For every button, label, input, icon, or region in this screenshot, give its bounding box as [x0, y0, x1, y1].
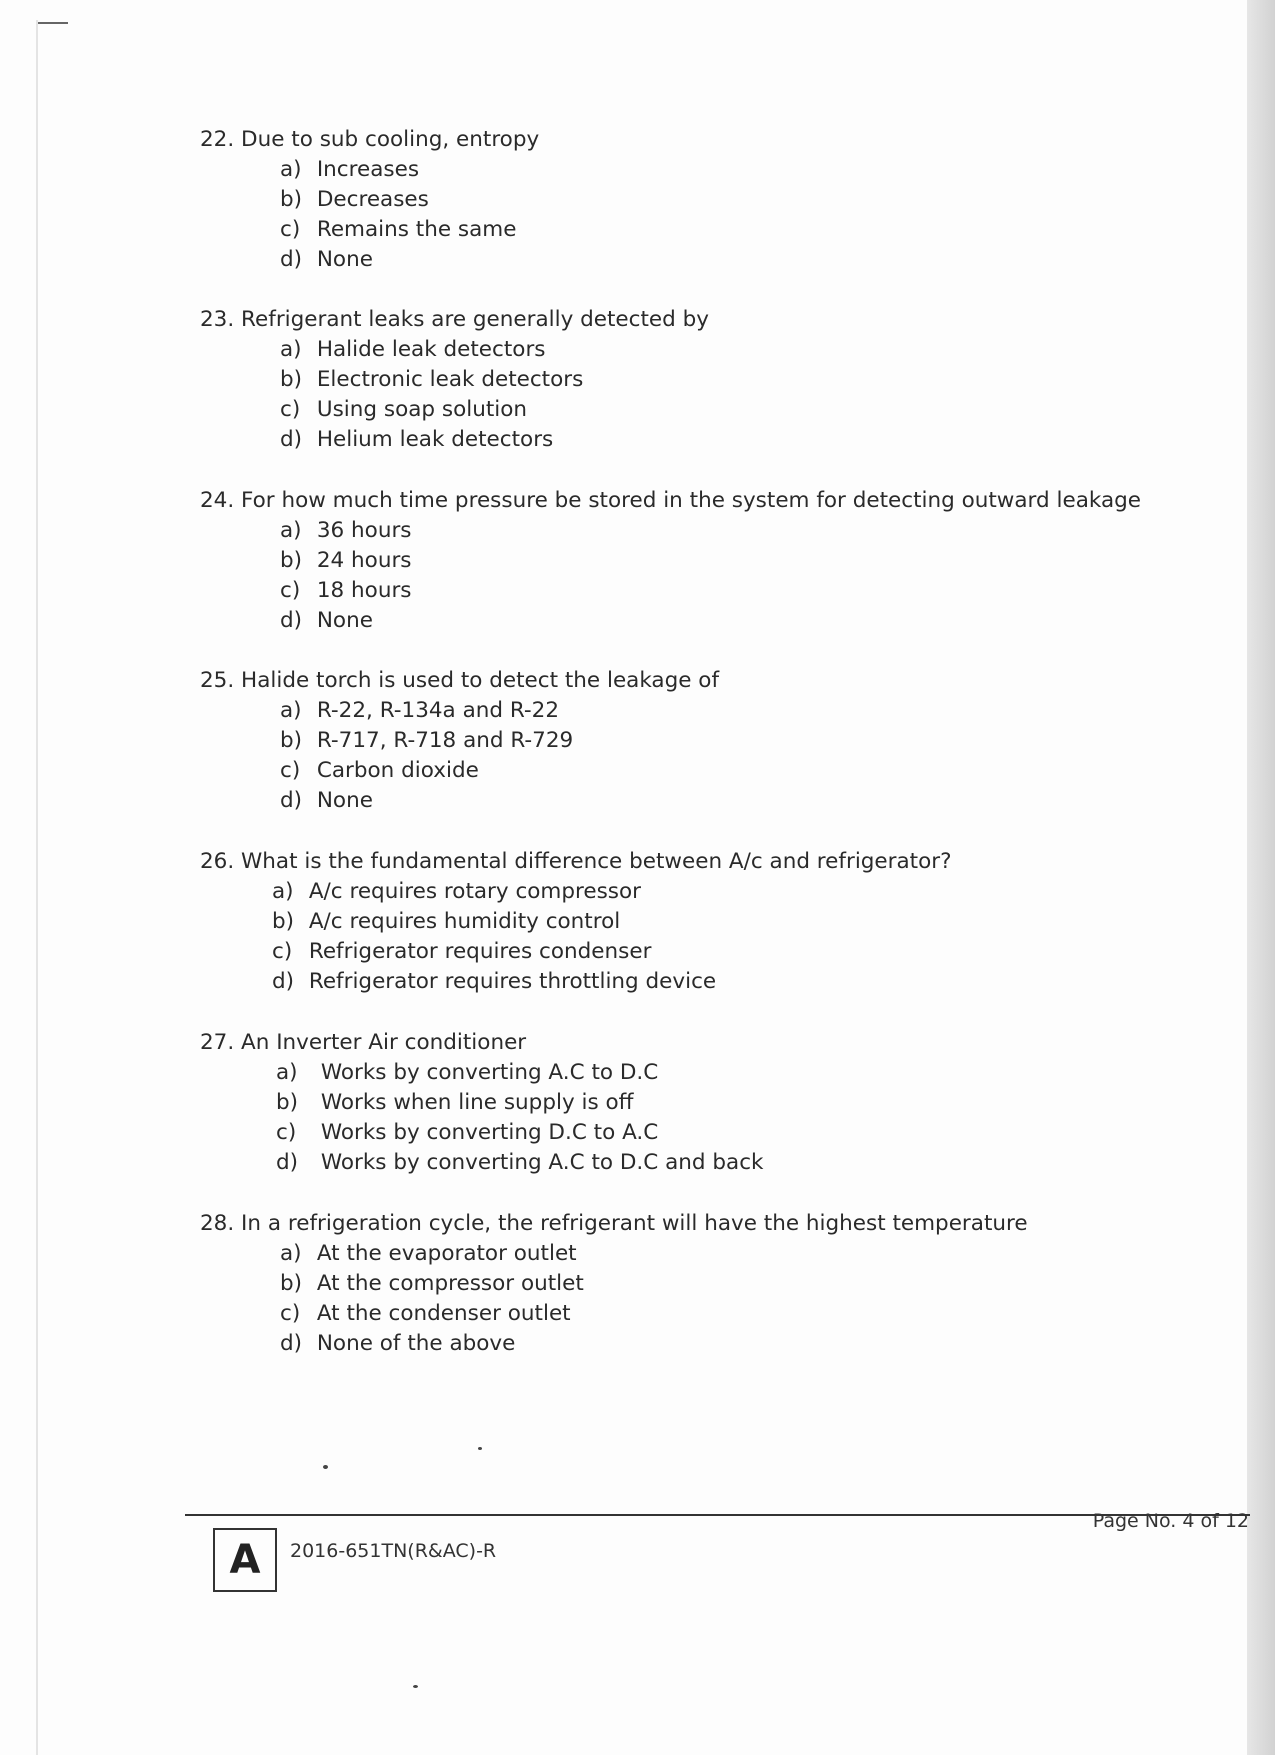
question-24 — [200, 486, 1141, 636]
option-a: a) Increases — [280, 157, 420, 182]
footer-divider — [185, 1514, 1250, 1516]
question-22 — [200, 125, 539, 275]
question-text: 26. What is the fundamental difference between A/c and refrigerator? — [200, 849, 952, 874]
option-c: c) Using soap solution — [280, 397, 528, 422]
option-a: a) At the evaporator outlet — [280, 1241, 577, 1266]
option-d: d) None — [280, 608, 373, 633]
option-c: c) Remains the same — [280, 217, 517, 242]
option-b: b) 24 hours — [280, 548, 412, 573]
option-b: b) Decreases — [280, 187, 429, 212]
paper-code: 2016-651TN(R&AC)-R — [290, 1540, 497, 1562]
option-c: c) Refrigerator requires condenser — [272, 939, 652, 964]
option-d: d) None — [280, 788, 373, 813]
option-c: c) 18 hours — [280, 578, 412, 603]
option-a: a) R-22, R-134a and R-22 — [280, 698, 560, 723]
question-text: 23. Refrigerant leaks are generally detected by — [200, 307, 709, 332]
question-text: 28. In a refrigeration cycle, the refrigerant will have the highest temperature — [200, 1211, 1028, 1236]
scan-left-edge — [36, 20, 38, 1755]
option-c: c) Works by converting D.C to A.C — [276, 1120, 659, 1145]
option-b: b) R-717, R-718 and R-729 — [280, 728, 574, 753]
question-text: 24. For how much time pressure be stored in the system for detecting outward leakage — [200, 488, 1141, 513]
question-set-badge: A — [213, 1528, 277, 1592]
scan-speck — [478, 1447, 482, 1450]
scan-speck — [323, 1465, 328, 1469]
question-28 — [200, 1209, 1028, 1359]
question-27 — [200, 1028, 763, 1178]
option-c: c) At the condenser outlet — [280, 1301, 571, 1326]
option-b: b) A/c requires humidity control — [272, 909, 621, 934]
page-number: Page No. 4 of 12 — [1092, 1510, 1249, 1532]
scan-corner-mark — [38, 22, 68, 24]
option-b: b) At the compressor outlet — [280, 1271, 584, 1296]
scan-speck — [413, 1685, 418, 1688]
option-d: d) None — [280, 247, 373, 272]
option-b: b) Electronic leak detectors — [280, 367, 584, 392]
question-23 — [200, 305, 709, 455]
question-text: 27. An Inverter Air conditioner — [200, 1030, 527, 1055]
option-a: a) Works by converting A.C to D.C — [276, 1060, 659, 1085]
option-b: b) Works when line supply is off — [276, 1090, 634, 1115]
scan-edge-shadow — [1247, 0, 1275, 1755]
question-text: 22. Due to sub cooling, entropy — [200, 127, 540, 152]
option-d: d) Works by converting A.C to D.C and back — [276, 1150, 764, 1175]
option-a: a) Halide leak detectors — [280, 337, 546, 362]
question-25 — [200, 666, 719, 816]
option-a: a) A/c requires rotary compressor — [272, 879, 642, 904]
option-d: d) None of the above — [280, 1331, 516, 1356]
option-c: c) Carbon dioxide — [280, 758, 479, 783]
option-d: d) Helium leak detectors — [280, 427, 554, 452]
question-text: 25. Halide torch is used to detect the leakage of — [200, 668, 720, 693]
option-a: a) 36 hours — [280, 518, 412, 543]
question-26 — [200, 847, 952, 997]
option-d: d) Refrigerator requires throttling device — [272, 969, 717, 994]
